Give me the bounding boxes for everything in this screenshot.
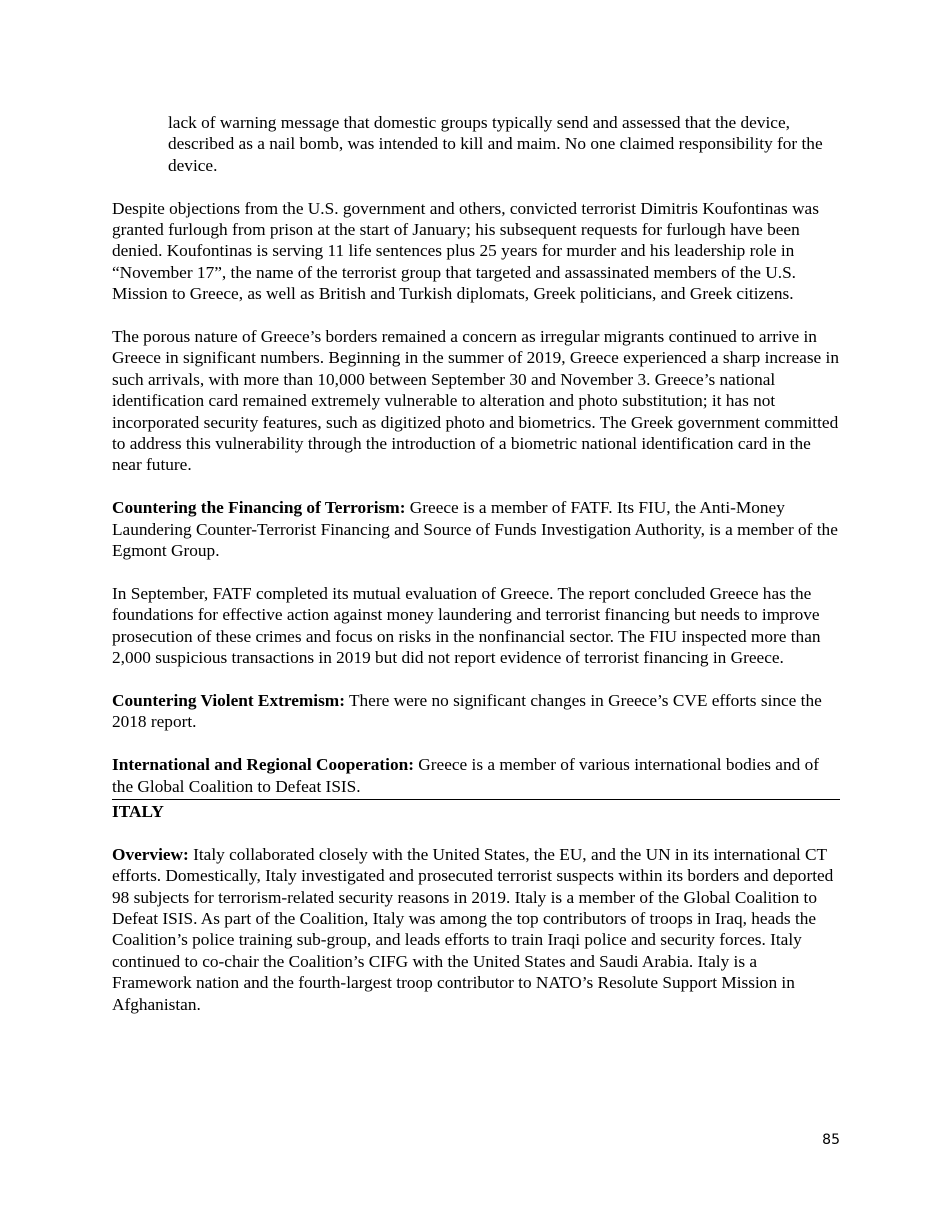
cft-text: Greece is a member of FATF. Its FIU, the Anti-Money Laundering Counter-Terrorist Financing and Source of Funds Investigation Authority, is a member of the Egmont Group. xyxy=(112,498,838,561)
fatf-paragraph: In September, FATF completed its mutual evaluation of Greece. The report concluded Greece has the foundations for effective action against money laundering and terrorist financing but needs to improve prosecution of these crimes and focus on risks in the nonfinancial sector. The FIU inspected more than 2,000 suspicious transactions in 2019 but did not report evidence of terrorist financing in Greece. xyxy=(112,583,821,668)
borders-paragraph: The porous nature of Greece’s borders remained a concern as irregular migrants continued to arrive in Greece in significant numbers. Beginning in the summer of 2019, Greece experienced a sharp increase in such arrivals, with more than 10,000 between September 30 and November 3. Greece’s national identification card remained extremely vulnerable to alteration and photo substitution; it has not incorporated security features, such as digitized photo and biometrics. The Greek government committed to address this vulnerability through the introduction of a biometric national identification card in the near future. xyxy=(112,327,839,475)
italy-heading: ITALY xyxy=(112,801,164,821)
document-page-body xyxy=(112,112,840,1036)
cft-lead: Countering the Financing of Terrorism: xyxy=(112,498,406,518)
italy-overview-lead: Overview: xyxy=(112,844,189,864)
italy-overview-text: Italy collaborated closely with the United States, the EU, and the UN in its international CT efforts. Domestically, Italy investigated and prosecuted terrorist suspects within its borders and deported 98 subjects for terrorism-related security reasons in 2019. Italy is a member of the Global Coalition to Defeat ISIS. As part of the Coalition, Italy was among the top contributors of troops in Iraq, heads the Coalition’s police training sub-group, and leads efforts to train Iraqi police and security forces. Italy continued to co-chair the Coalition’s CIFG with the United States and Saudi Arabia. Italy is a Framework nation and the fourth-largest troop contributor to NATO’s Resolute Support Mission in Afghanistan. xyxy=(112,844,834,1014)
continued-paragraph: lack of warning message that domestic groups typically send and assessed that the device, described as a nail bomb, was intended to kill and maim. No one claimed responsibility for the device. xyxy=(168,113,823,175)
cooperation-text: Greece is a member of various international bodies and of the Global Coalition to Defeat ISIS. xyxy=(112,755,819,796)
italy-overview-paragraph xyxy=(112,844,840,1015)
cve-lead: Countering Violent Extremism: xyxy=(112,690,345,710)
section-divider xyxy=(112,799,840,800)
cooperation-paragraph xyxy=(112,754,840,797)
cft-paragraph xyxy=(112,497,840,561)
koufontinas-paragraph: Despite objections from the U.S. government and others, convicted terrorist Dimitris Koufontinas was granted furlough from prison at the start of January; his subsequent requests for furlough have been denied. Koufontinas is serving 11 life sentences plus 25 years for murder and his leadership role in “November 17”, the name of the terrorist group that targeted and assassinated members of the U.S. Mission to Greece, as well as British and Turkish diplomats, Greek politicians, and Greek citizens. xyxy=(112,198,819,304)
cooperation-lead: International and Regional Cooperation: xyxy=(112,755,414,775)
cve-text: There were no significant changes in Greece’s CVE efforts since the 2018 report. xyxy=(112,690,822,732)
cve-paragraph xyxy=(112,690,840,733)
page-number: 85 xyxy=(822,1132,840,1148)
